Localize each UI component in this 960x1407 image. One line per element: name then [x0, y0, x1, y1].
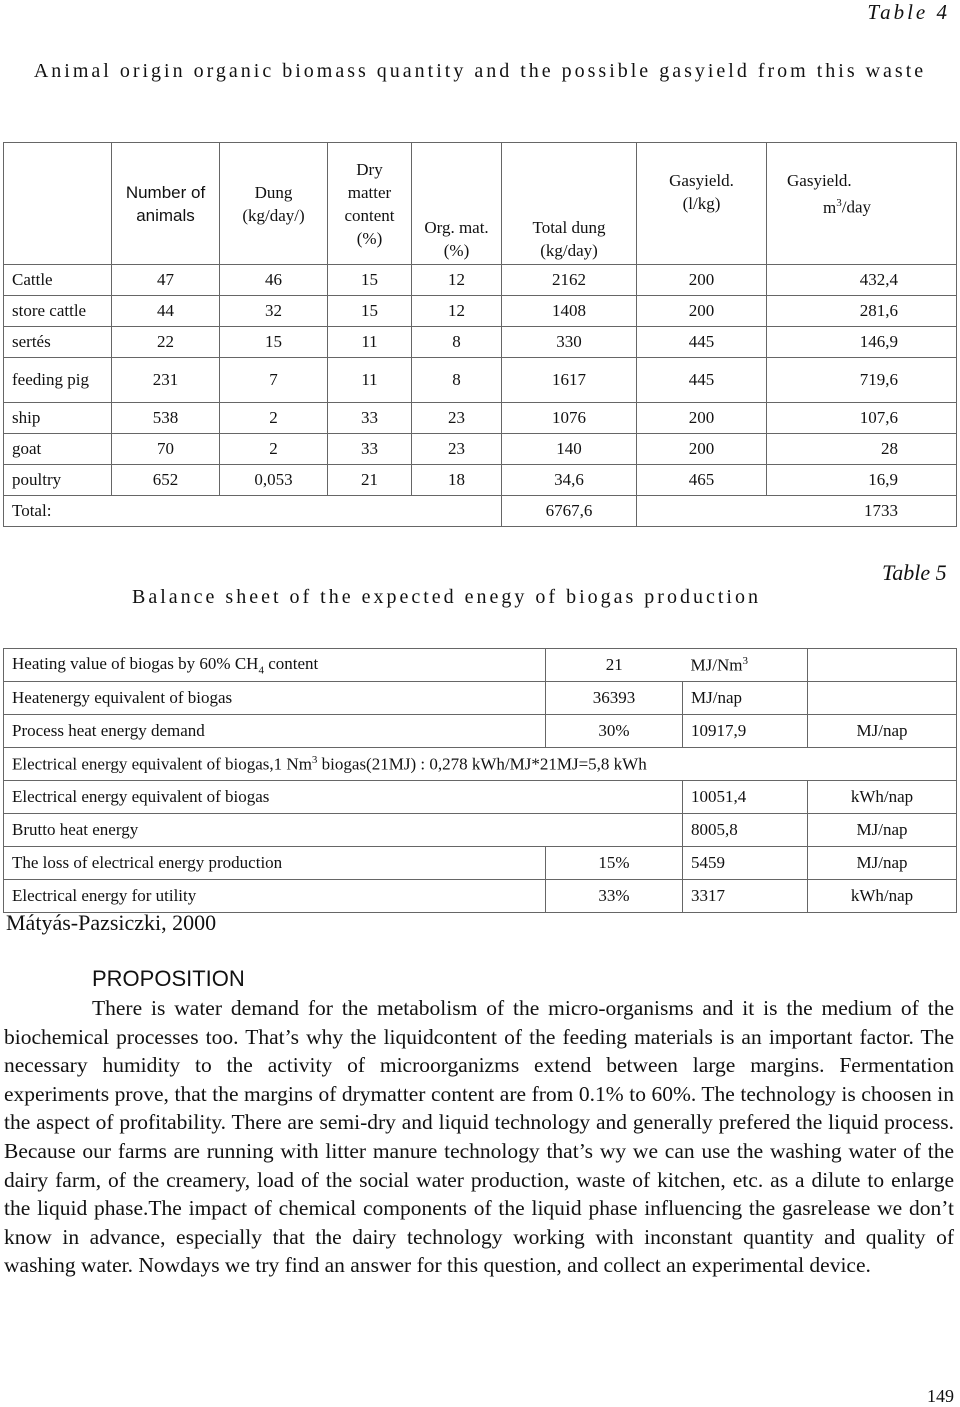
- header-row: [4, 143, 957, 265]
- cell-gasm: 719,6: [767, 358, 957, 403]
- cell-org: 12: [412, 265, 502, 296]
- cell-total: 1617: [502, 358, 637, 403]
- author-citation: Mátyás-Pazsiczki, 2000: [6, 910, 217, 935]
- cell-total: 330: [502, 327, 637, 358]
- t5-row-brutto-heat: Brutto heat energy 8005,8 MJ/nap: [4, 814, 957, 847]
- table-row: [4, 296, 957, 327]
- cell-gasm: 107,6: [767, 403, 957, 434]
- proposition-heading: PROPOSITION: [92, 966, 245, 991]
- biomass-table: [3, 142, 957, 527]
- cell-dry: 21: [328, 465, 412, 496]
- table-5-label: Table 5: [882, 560, 947, 585]
- cell-dung: 32: [220, 296, 328, 327]
- cell-dry: 33: [328, 434, 412, 465]
- cell-gasl: 200: [637, 265, 767, 296]
- row-label: Cattle: [4, 265, 112, 296]
- table-row: [4, 434, 957, 465]
- cell-animals: 231: [112, 358, 220, 403]
- cell-total: 2162: [502, 265, 637, 296]
- cell-org: 12: [412, 296, 502, 327]
- cell-org: 18: [412, 465, 502, 496]
- cell-dry: 15: [328, 296, 412, 327]
- header-animals: Number of animals: [112, 143, 220, 265]
- table-4-label: Table 4: [867, 0, 950, 24]
- cell-dry: 11: [328, 358, 412, 403]
- table-row: [4, 327, 957, 358]
- energy-balance-table: [3, 648, 957, 913]
- table-row: [4, 403, 957, 434]
- header-org-mat: Org. mat. (%): [412, 143, 502, 265]
- row-label: ship: [4, 403, 112, 434]
- cell-animals: 538: [112, 403, 220, 434]
- cell-dry: 15: [328, 265, 412, 296]
- total-row: [4, 496, 957, 527]
- header-gasyield-l: Gasyield. (l/kg): [637, 143, 767, 265]
- t5-row-loss: The loss of electrical energy production 15% 5459 MJ/nap: [4, 847, 957, 880]
- cell-gasm: 146,9: [767, 327, 957, 358]
- cell-gasl: 200: [637, 403, 767, 434]
- cell-dry: 11: [328, 327, 412, 358]
- row-label: store cattle: [4, 296, 112, 327]
- cell-total: 1076: [502, 403, 637, 434]
- cell-gasl: 200: [637, 296, 767, 327]
- cell-total: 34,6: [502, 465, 637, 496]
- t5-row-heatenergy: Heatenergy equivalent of biogas 36393 MJ/nap: [4, 682, 957, 715]
- header-dry-matter: Dry matter content (%): [328, 143, 412, 265]
- table-row: [4, 465, 957, 496]
- page-number: 149: [927, 1386, 954, 1406]
- row-label: feeding pig: [4, 358, 112, 403]
- t5-row-heating-value: Heating value of biogas by 60% $CH_4$ content 21 MJ/Nm$^3$: [4, 649, 957, 682]
- cell-dung: 46: [220, 265, 328, 296]
- cell-animals: 652: [112, 465, 220, 496]
- cell-gasl: 445: [637, 358, 767, 403]
- t5-row-process-heat: Process heat energy demand 30% 10917,9 MJ/nap: [4, 715, 957, 748]
- cell-gasm: 432,4: [767, 265, 957, 296]
- header-gasyield-m3: Gasyield. $m^3$/day: [767, 143, 957, 265]
- table-4-title: Animal origin organic biomass quantity and the possible gasyield from this waste: [33, 60, 927, 82]
- header-empty: [4, 143, 112, 265]
- header-total-dung: Total dung (kg/day): [502, 143, 637, 265]
- total-gas-cell: 1733: [637, 496, 957, 527]
- table-row: [4, 358, 957, 403]
- cell-gasm: 28: [767, 434, 957, 465]
- cell-dung: 7: [220, 358, 328, 403]
- table-row: [4, 265, 957, 296]
- total-label: Total:: [4, 496, 502, 527]
- total-dung-cell: 6767,6: [502, 496, 637, 527]
- cell-animals: 70: [112, 434, 220, 465]
- cell-gasl: 465: [637, 465, 767, 496]
- cell-animals: 22: [112, 327, 220, 358]
- cell-total: 1408: [502, 296, 637, 327]
- cell-gasm: 281,6: [767, 296, 957, 327]
- cell-total: 140: [502, 434, 637, 465]
- cell-gasl: 200: [637, 434, 767, 465]
- cell-dry: 33: [328, 403, 412, 434]
- t5-row-elec-equivalent: Electrical energy equivalent of biogas 10051,4 kWh/nap: [4, 781, 957, 814]
- cell-dung: 2: [220, 434, 328, 465]
- cell-dung: 0,053: [220, 465, 328, 496]
- t5-row-utility: Electrical energy for utility 33% 3317 kWh/nap: [4, 880, 957, 913]
- cell-gasl: 445: [637, 327, 767, 358]
- header-dung: Dung (kg/day/): [220, 143, 328, 265]
- row-label: goat: [4, 434, 112, 465]
- t5-row-elec-equivalent-formula: Electrical energy equivalent of biogas,1 Nm$^3$ biogas(21MJ) : 0,278 kWh/MJ*21MJ=5,8 kWh: [4, 748, 957, 781]
- cell-animals: 44: [112, 296, 220, 327]
- table-5-title: Balance sheet of the expected enegy of biogas production: [132, 586, 761, 608]
- proposition-paragraph: There is water demand for the metabolism of the micro-organisms and it is the medium of the biochemical processes too. That’s why the liquidcontent of the feeding materials is an important factor. The necessary humidity to the activity of microorganizms extend between large margins. Fermentation experiments prove, that the margins of drymatter content are from 0.1% to 60%. The technology is choosen in the aspect of profitability. There are semi-dry and liquid technology and generally prefered the liquid process. Because our farms are running with litter manure technology that’s wy we can use the washing water of the dairy farm, of the creamery, load of the social water production, waste of kitchen, etc. as a dilute to enlarge the liquid phase.The impact of chemical components of the liquid phase influencing the gasrelease we don’t know in advance, especially that the dairy technology working with inconstant quantity and quality of washing water. Nowdays we try find an answer for this question, and collect an experimental device.: [4, 996, 954, 1278]
- cell-gasm: 16,9: [767, 465, 957, 496]
- cell-dung: 2: [220, 403, 328, 434]
- cell-org: 23: [412, 434, 502, 465]
- cell-org: 8: [412, 358, 502, 403]
- cell-org: 8: [412, 327, 502, 358]
- row-label: poultry: [4, 465, 112, 496]
- cell-org: 23: [412, 403, 502, 434]
- cell-animals: 47: [112, 265, 220, 296]
- cell-dung: 15: [220, 327, 328, 358]
- row-label: sertés: [4, 327, 112, 358]
